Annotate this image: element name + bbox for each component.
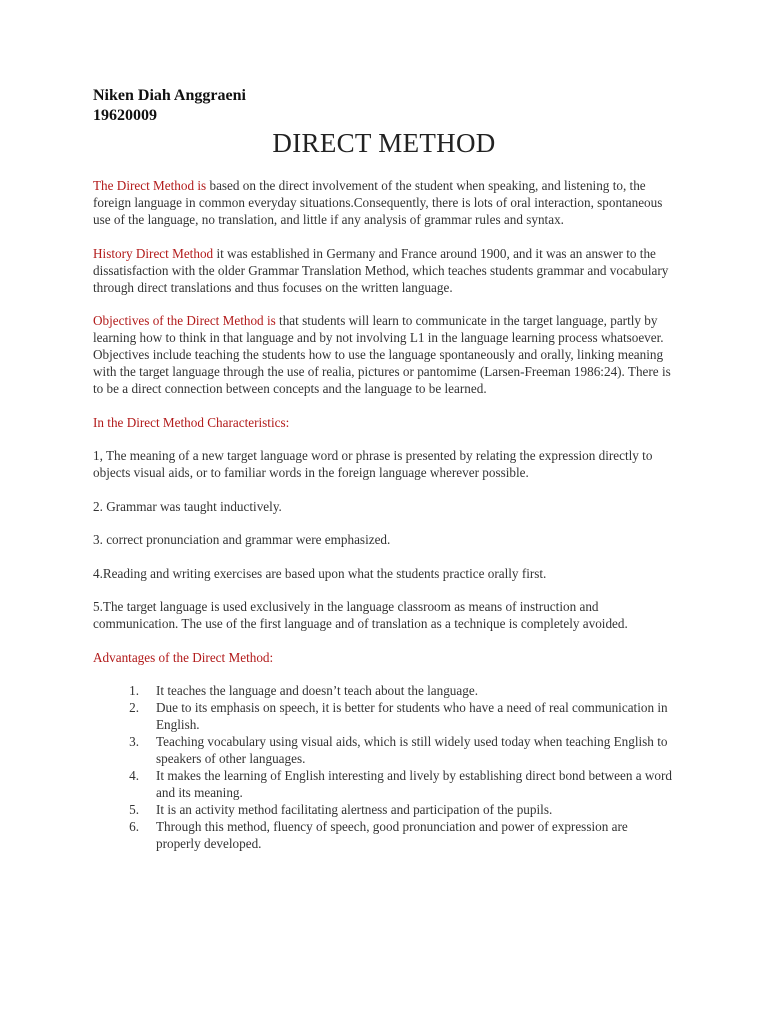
objectives-lead: Objectives of the Direct Method is [93,313,276,328]
author-block [93,86,673,126]
advantages-list [93,682,673,852]
intro-paragraph [93,177,673,228]
list-text: It is an activity method facilitating alertness and participation of the pupils. [156,802,553,817]
list-text: Teaching vocabulary using visual aids, which is still widely used today when teaching English to speakers of other languages. [156,734,668,766]
advantages-heading: Advantages of the Direct Method: [93,649,274,665]
list-item [93,682,673,699]
list-number: 4. [129,768,139,783]
list-number: 3. [129,734,139,749]
characteristics-heading: In the Direct Method Characteristics: [93,414,290,430]
list-number: 6. [129,819,139,834]
characteristic-item: 5.The target language is used exclusively in the language classroom as means of instruction and communication. The use of the first language and of translation as a technique is completely avoided. [93,599,628,631]
history-lead: History Direct Method [93,245,214,261]
list-text: It teaches the language and doesn’t teach about the language. [156,683,478,698]
characteristic-item: 1, The meaning of a new target language word or phrase is presented by relating the expression directly to objects visual aids, or to familiar words in the foreign language wherever possible. [93,448,653,480]
document-title: DIRECT METHOD [272,128,496,158]
list-item [93,733,673,767]
history-text: it was established in Germany and France around 1900, and it was an answer to the dissatisfaction with the older Grammar Translation Method, which teaches students grammar and vocabulary through direct translations and thus focuses on the written language. [93,245,669,295]
history-paragraph [93,245,673,296]
list-number: 2. [129,700,139,715]
characteristic-item: 3. correct pronunciation and grammar were emphasized. [93,532,391,547]
list-item [93,801,673,818]
list-text: Through this method, fluency of speech, good pronunciation and power of expression are properly developed. [156,819,628,851]
intro-lead: The Direct Method is [93,178,207,193]
list-number: 1. [129,683,139,698]
objectives-text: that students will learn to communicate in the target language, partly by learning how to think in that language and by not involving L1 in the language learning process whatsoever. Objectives include teaching the students how to use the language spontaneously and orally, linking meaning with the target language through the use of realia, pictures or pantomime (Larsen-Freeman 1986:24). There is to be a direct connection between concepts and the language to be learned. [93,313,671,396]
characteristic-item: 2. Grammar was taught inductively. [93,498,282,514]
list-item [93,767,673,801]
characteristic-item: 4.Reading and writing exercises are based upon what the students practice orally first. [93,565,547,581]
list-text: It makes the learning of English interesting and lively by establishing direct bond between a word and its meaning. [156,768,673,800]
list-text: Due to its emphasis on speech, it is better for students who have a need of real communication in English. [156,700,668,732]
list-number: 5. [129,802,139,817]
author-name: Niken Diah Anggraeni [93,87,246,104]
objectives-paragraph [93,312,673,397]
list-item [93,699,673,733]
student-id: 19620009 [93,107,157,124]
intro-text: based on the direct involvement of the student when speaking, and listening to, the foreign language in common everyday situations.Consequently, there is lots of oral interaction, spontaneous use of the language, no translation, and little if any analysis of grammar rules and syntax. [93,178,663,227]
list-item [93,818,673,852]
